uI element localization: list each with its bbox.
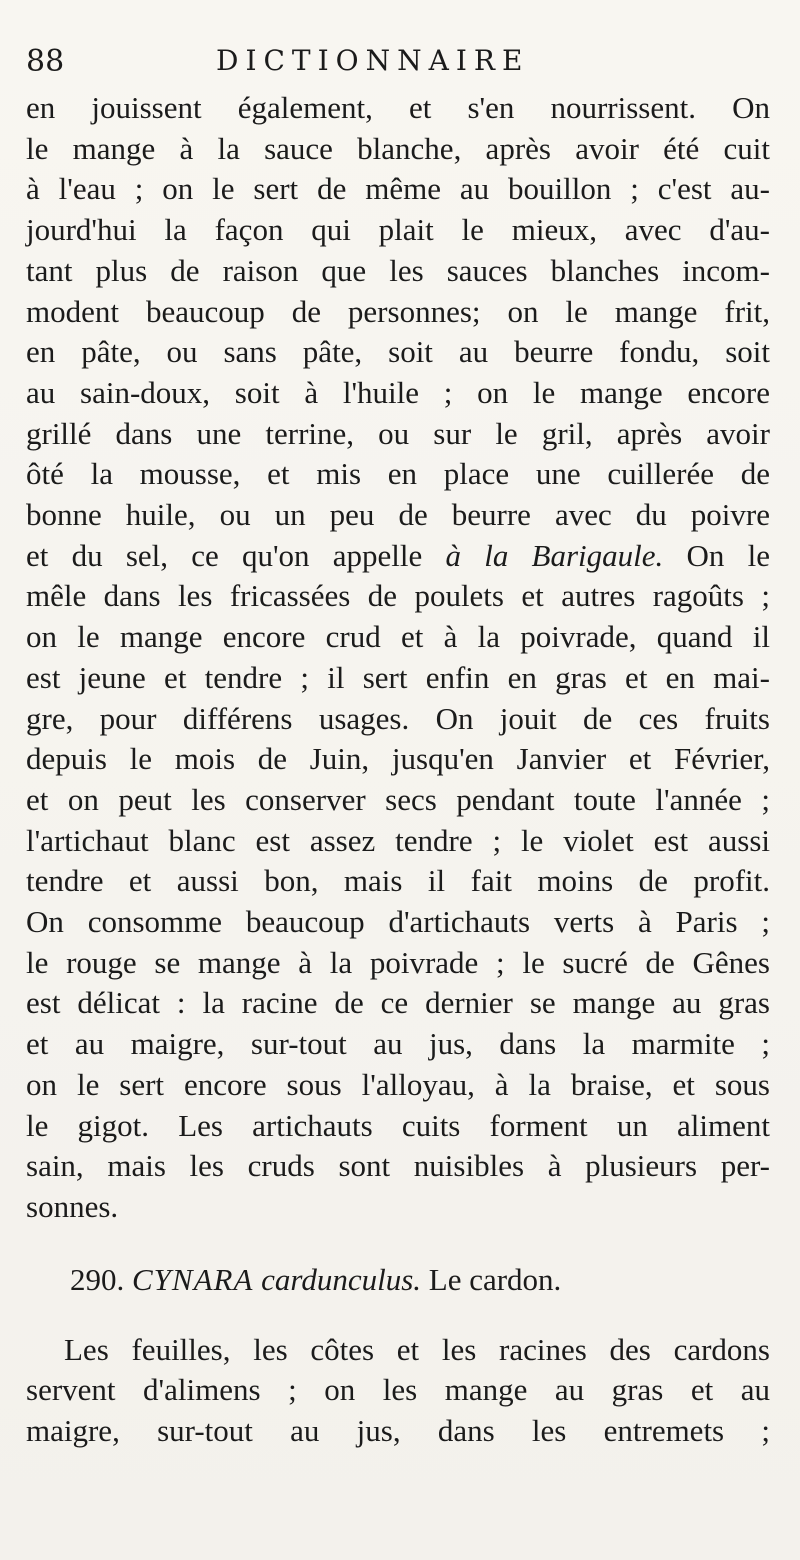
text-line: ôté la mousse, et mis en place une cuillerée de	[26, 456, 770, 492]
text-line: bonne huile, ou un peu de beurre avec du poivre	[26, 497, 770, 533]
text-line: tendre et aussi bon, mais il fait moins de profit.	[26, 863, 770, 899]
text-line: maigre, sur-tout au jus, dans les entremets ;	[26, 1413, 770, 1449]
entry-heading	[26, 1258, 770, 1302]
running-title: DICTIONNAIRE	[216, 44, 530, 77]
text-line: mêle dans les fricassées de poulets et autres ragoûts ;	[26, 578, 770, 614]
text-line: à l'eau ; on le sert de même au bouillon ; c'est au-	[26, 171, 770, 207]
text-run: On le	[663, 537, 770, 573]
entry-common-name: Le cardon.	[428, 1261, 562, 1297]
text-line: Les feuilles, les côtes et les racines des cardons	[64, 1331, 770, 1367]
text-line: tant plus de raison que les sauces blanches incom-	[26, 252, 770, 288]
entry-number: 290.	[70, 1261, 125, 1297]
text-line: jourd'hui la façon qui plait le mieux, avec d'au-	[26, 212, 770, 248]
text-line-barigaule	[26, 536, 770, 577]
text-line: on le sert encore sous l'alloyau, à la braise, et sous	[26, 1066, 770, 1102]
text-line: le mange à la sauce blanche, après avoir été cuit	[26, 130, 770, 166]
text-line: le rouge se mange à la poivrade ; le sucré de Gênes	[26, 944, 770, 980]
text-line: depuis le mois de Juin, jusqu'en Janvier et Février,	[26, 741, 770, 777]
text-line: est délicat : la racine de ce dernier se mange au gras	[26, 985, 770, 1021]
text-line: On consomme beaucoup d'artichauts verts à Paris ;	[26, 904, 770, 940]
text-line: l'artichaut blanc est assez tendre ; le violet est aussi	[26, 822, 770, 858]
page-number: 88	[26, 44, 65, 79]
text-line: au sain-doux, soit à l'huile ; on le mange encore	[26, 374, 770, 410]
text-line: et au maigre, sur-tout au jus, dans la marmite ;	[26, 1026, 770, 1062]
text-line: modent beaucoup de personnes; on le mange frit,	[26, 293, 770, 329]
text-line: on le mange encore crud et à la poivrade, quand il	[26, 619, 770, 655]
paragraph-artichaut	[26, 88, 770, 1228]
entry-species: cardunculus.	[261, 1261, 422, 1297]
text-line-last: sonnes.	[26, 1188, 119, 1224]
entry-genus: CYNARA	[132, 1261, 254, 1297]
text-line: servent d'alimens ; on les mange au gras et au	[26, 1372, 770, 1408]
paragraph-cardon	[26, 1330, 770, 1452]
text-line: en pâte, ou sans pâte, soit au beurre fondu, soit	[26, 334, 770, 370]
italic-term-barigaule: à la Barigaule.	[445, 537, 664, 573]
text-line: est jeune et tendre ; il sert enfin en gras et en mai-	[26, 659, 770, 695]
text-line: sain, mais les cruds sont nuisibles à plusieurs per-	[26, 1148, 770, 1184]
text-line: le gigot. Les artichauts cuits forment un aliment	[26, 1107, 770, 1143]
text-line: et on peut les conserver secs pendant toute l'année ;	[26, 781, 770, 817]
text-line: gre, pour différens usages. On jouit de ces fruits	[26, 700, 770, 736]
text-line: grillé dans une terrine, ou sur le gril, après avoir	[26, 415, 770, 451]
page-header	[26, 44, 770, 88]
text-run: et du sel, ce qu'on appelle	[26, 537, 446, 573]
text-line: en jouissent également, et s'en nourrissent. On	[26, 90, 770, 125]
